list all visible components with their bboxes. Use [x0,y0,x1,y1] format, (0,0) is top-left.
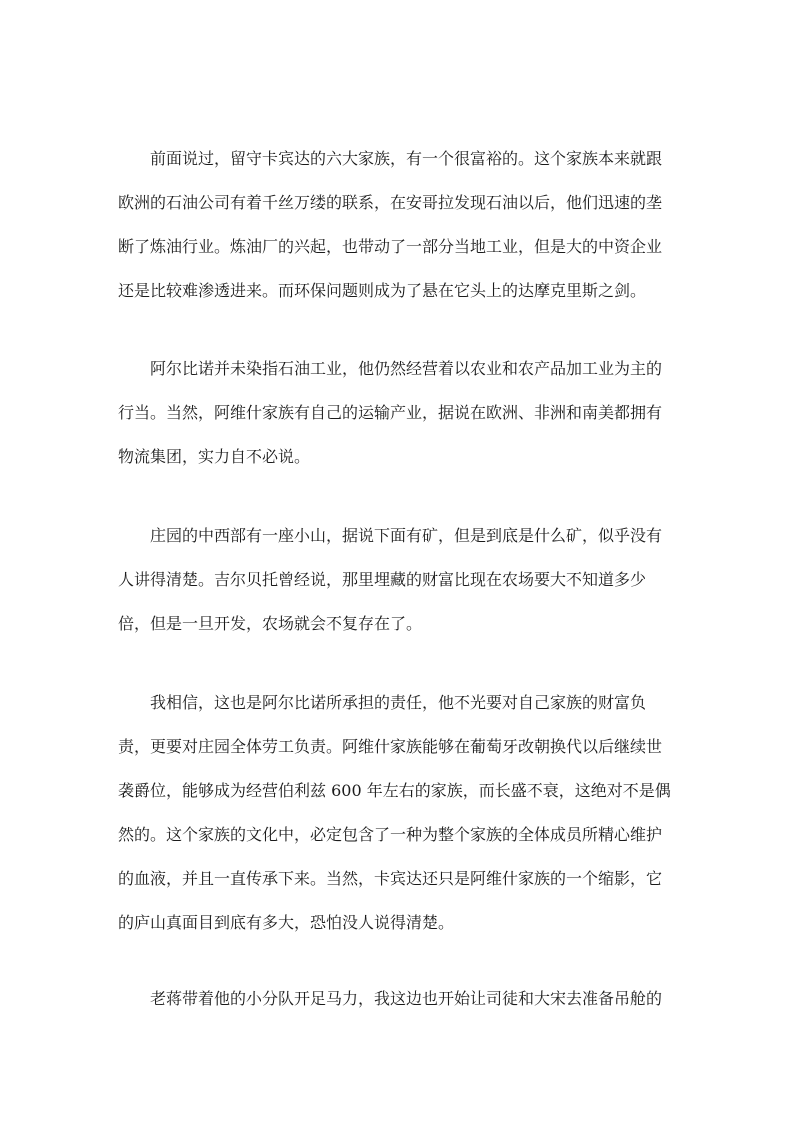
paragraph-line: 行当。当然，阿维什家族有自己的运输产业，据说在欧洲、非洲和南美都拥有 [118,403,663,422]
paragraph-line: 的血液，并且一直传承下来。当然，卡宾达还只是阿维什家族的一个缩影，它 [118,869,663,888]
paragraph-line: 前面说过，留守卡宾达的六大家族，有一个很富裕的。这个家族本来就跟 [150,149,663,168]
paragraph-line: 欧洲的石油公司有着千丝万缕的联系，在安哥拉发现石油以后，他们迅速的垄 [118,193,663,212]
paragraph-line: 还是比较难渗透进来。而环保问题则成为了悬在它头上的达摩克里斯之剑。 [118,281,647,300]
paragraph-line: 物流集团，实力自不必说。 [118,447,311,466]
paragraph-line: 的庐山真面目到底有多大，恐怕没人说得清楚。 [118,913,455,932]
paragraph-line: 断了炼油行业。炼油厂的兴起，也带动了一部分当地工业，但是大的中资企业 [118,237,663,256]
paragraph-line: 然的。这个家族的文化中，必定包含了一种为整个家族的全体成员所精心维护 [118,825,663,844]
paragraph-line: 责，更要对庄园全体劳工负责。阿维什家族能够在葡萄牙改朝换代以后继续世 [118,737,663,756]
paragraph-line: 袭爵位，能够成为经营伯利兹 600 年左右的家族，而长盛不衰，这绝对不是偶 [118,781,671,800]
paragraph-line: 老蒋带着他的小分队开足马力，我这边也开始让司徒和大宋去准备吊舱的 [150,989,663,1008]
paragraph-5 [118,977,684,1021]
paragraph-line: 阿尔比诺并未染指石油工业，他仍然经营着以农业和农产品加工业为主的 [150,359,663,378]
paragraph-line: 倍，但是一旦开发，农场就会不复存在了。 [118,614,423,633]
paragraph-line: 我相信，这也是阿尔比诺所承担的责任，他不光要对自己家族的财富负 [150,693,647,712]
paragraph-2 [118,347,684,479]
paragraph-3 [118,514,684,646]
paragraph-line: 庄园的中西部有一座小山，据说下面有矿，但是到底是什么矿，似乎没有 [150,526,663,545]
paragraph-line: 人讲得清楚。吉尔贝托曾经说，那里埋藏的财富比现在农场要大不知道多少 [118,570,647,589]
paragraph-1 [118,137,684,313]
paragraph-4 [118,681,684,945]
